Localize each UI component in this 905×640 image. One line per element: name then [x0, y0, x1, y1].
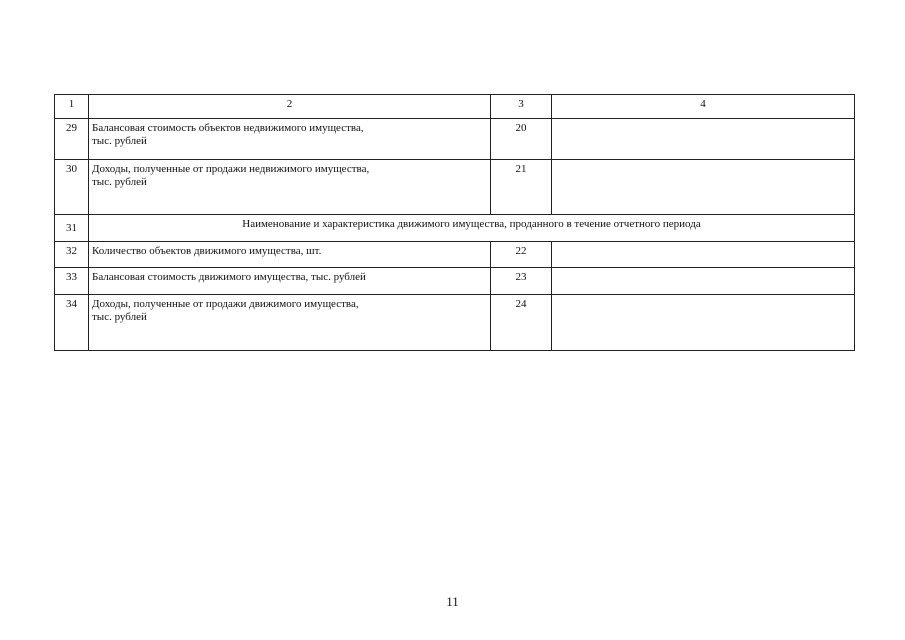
row-number: 31 [55, 215, 89, 242]
row-text: Количество объектов движимого имущества, шт. [89, 242, 491, 268]
row-value-cell[interactable] [552, 160, 855, 215]
row-code: 20 [491, 119, 552, 160]
row-text: Доходы, полученные от продажи недвижимого имущества, тыс. рублей [89, 160, 491, 215]
row-value-cell[interactable] [552, 119, 855, 160]
row-number: 30 [55, 160, 89, 215]
section-title: Наименование и характеристика движимого имущества, проданного в течение отчетного периода [89, 215, 855, 242]
row-number: 34 [55, 295, 89, 351]
report-table [54, 94, 855, 351]
table-row [55, 119, 855, 160]
row-code: 21 [491, 160, 552, 215]
row-text: Балансовая стоимость объектов недвижимого имущества, тыс. рублей [89, 119, 491, 160]
table-row [55, 242, 855, 268]
table-header-row [55, 95, 855, 119]
table-row [55, 160, 855, 215]
row-value-cell[interactable] [552, 242, 855, 268]
row-value-cell[interactable] [552, 295, 855, 351]
row-number: 29 [55, 119, 89, 160]
row-code: 24 [491, 295, 552, 351]
row-code: 23 [491, 268, 552, 295]
header-col-2: 2 [89, 95, 491, 119]
section-row [55, 215, 855, 242]
row-value-cell[interactable] [552, 268, 855, 295]
table-row [55, 268, 855, 295]
row-number: 32 [55, 242, 89, 268]
page-number: 11 [446, 594, 459, 609]
row-text: Балансовая стоимость движимого имущества, тыс. рублей [89, 268, 491, 295]
header-col-4: 4 [552, 95, 855, 119]
row-text: Доходы, полученные от продажи движимого имущества, тыс. рублей [89, 295, 491, 351]
row-number: 33 [55, 268, 89, 295]
header-col-1: 1 [55, 95, 89, 119]
table-row [55, 295, 855, 351]
row-code: 22 [491, 242, 552, 268]
header-col-3: 3 [491, 95, 552, 119]
